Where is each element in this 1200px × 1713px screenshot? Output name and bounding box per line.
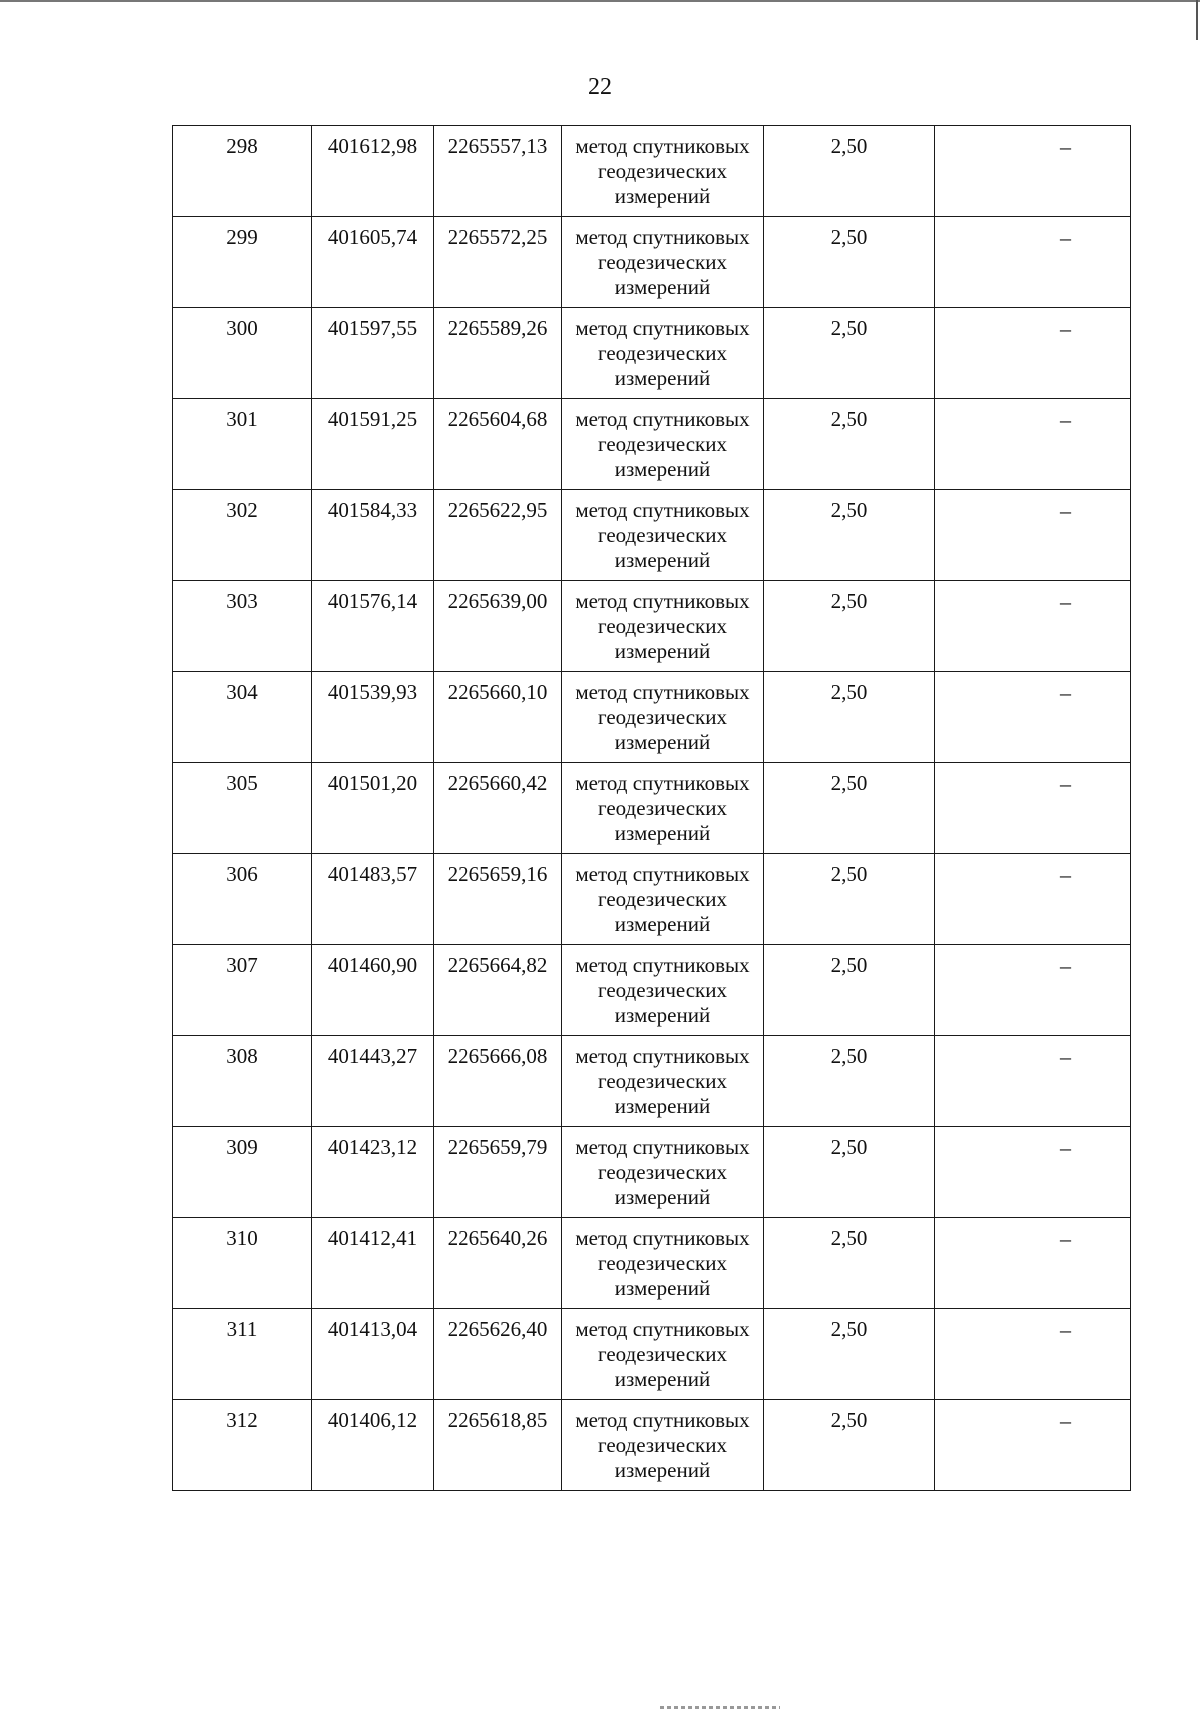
point-number-cell: 308 (173, 1036, 312, 1127)
table-row (173, 763, 1131, 854)
point-number-cell: 305 (173, 763, 312, 854)
x-coordinate-cell: 401539,93 (312, 672, 434, 763)
table-row (173, 945, 1131, 1036)
note-cell: – (935, 308, 1131, 399)
table-row (173, 672, 1131, 763)
x-coordinate-cell: 401413,04 (312, 1309, 434, 1400)
x-coordinate-cell: 401406,12 (312, 1400, 434, 1491)
method-cell: метод спутниковых геодезических измерений (562, 308, 764, 399)
table-row (173, 1400, 1131, 1491)
table-row (173, 217, 1131, 308)
x-coordinate-cell: 401597,55 (312, 308, 434, 399)
x-coordinate-cell: 401443,27 (312, 1036, 434, 1127)
method-cell: метод спутниковых геодезических измерений (562, 763, 764, 854)
table-body (173, 126, 1131, 1491)
note-cell: – (935, 1400, 1131, 1491)
y-coordinate-cell: 2265660,42 (434, 763, 562, 854)
method-cell: метод спутниковых геодезических измерений (562, 581, 764, 672)
point-number-cell: 312 (173, 1400, 312, 1491)
point-number-cell: 304 (173, 672, 312, 763)
note-cell: – (935, 1218, 1131, 1309)
note-cell: – (935, 1309, 1131, 1400)
y-coordinate-cell: 2265666,08 (434, 1036, 562, 1127)
method-cell: метод спутниковых геодезических измерений (562, 490, 764, 581)
point-number-cell: 309 (173, 1127, 312, 1218)
accuracy-cell: 2,50 (764, 581, 935, 672)
accuracy-cell: 2,50 (764, 1400, 935, 1491)
method-cell: метод спутниковых геодезических измерений (562, 1400, 764, 1491)
note-cell: – (935, 672, 1131, 763)
note-cell: – (935, 581, 1131, 672)
y-coordinate-cell: 2265589,26 (434, 308, 562, 399)
table-row (173, 490, 1131, 581)
accuracy-cell: 2,50 (764, 217, 935, 308)
method-cell: метод спутниковых геодезических измерений (562, 1127, 764, 1218)
scan-edge-right (1196, 0, 1198, 40)
y-coordinate-cell: 2265659,79 (434, 1127, 562, 1218)
method-cell: метод спутниковых геодезических измерений (562, 854, 764, 945)
note-cell: – (935, 126, 1131, 217)
accuracy-cell: 2,50 (764, 1127, 935, 1218)
table-row (173, 581, 1131, 672)
accuracy-cell: 2,50 (764, 945, 935, 1036)
y-coordinate-cell: 2265660,10 (434, 672, 562, 763)
y-coordinate-cell: 2265557,13 (434, 126, 562, 217)
x-coordinate-cell: 401612,98 (312, 126, 434, 217)
accuracy-cell: 2,50 (764, 1218, 935, 1309)
y-coordinate-cell: 2265572,25 (434, 217, 562, 308)
point-number-cell: 301 (173, 399, 312, 490)
point-number-cell: 300 (173, 308, 312, 399)
x-coordinate-cell: 401501,20 (312, 763, 434, 854)
y-coordinate-cell: 2265664,82 (434, 945, 562, 1036)
accuracy-cell: 2,50 (764, 1036, 935, 1127)
accuracy-cell: 2,50 (764, 490, 935, 581)
accuracy-cell: 2,50 (764, 126, 935, 217)
accuracy-cell: 2,50 (764, 763, 935, 854)
note-cell: – (935, 763, 1131, 854)
y-coordinate-cell: 2265639,00 (434, 581, 562, 672)
point-number-cell: 311 (173, 1309, 312, 1400)
method-cell: метод спутниковых геодезических измерений (562, 399, 764, 490)
point-number-cell: 307 (173, 945, 312, 1036)
x-coordinate-cell: 401483,57 (312, 854, 434, 945)
y-coordinate-cell: 2265604,68 (434, 399, 562, 490)
note-cell: – (935, 217, 1131, 308)
coordinates-table (172, 125, 1131, 1491)
y-coordinate-cell: 2265659,16 (434, 854, 562, 945)
method-cell: метод спутниковых геодезических измерений (562, 1218, 764, 1309)
point-number-cell: 306 (173, 854, 312, 945)
x-coordinate-cell: 401460,90 (312, 945, 434, 1036)
y-coordinate-cell: 2265622,95 (434, 490, 562, 581)
accuracy-cell: 2,50 (764, 672, 935, 763)
point-number-cell: 310 (173, 1218, 312, 1309)
point-number-cell: 298 (173, 126, 312, 217)
table-row (173, 854, 1131, 945)
x-coordinate-cell: 401423,12 (312, 1127, 434, 1218)
table-row (173, 308, 1131, 399)
note-cell: – (935, 945, 1131, 1036)
note-cell: – (935, 854, 1131, 945)
method-cell: метод спутниковых геодезических измерений (562, 1036, 764, 1127)
table-row (173, 1218, 1131, 1309)
x-coordinate-cell: 401576,14 (312, 581, 434, 672)
table-row (173, 1127, 1131, 1218)
x-coordinate-cell: 401412,41 (312, 1218, 434, 1309)
table-row (173, 1309, 1131, 1400)
page-number: 22 (588, 74, 612, 100)
x-coordinate-cell: 401605,74 (312, 217, 434, 308)
method-cell: метод спутниковых геодезических измерений (562, 672, 764, 763)
x-coordinate-cell: 401584,33 (312, 490, 434, 581)
note-cell: – (935, 490, 1131, 581)
accuracy-cell: 2,50 (764, 1309, 935, 1400)
note-cell: – (935, 399, 1131, 490)
scan-mark-bottom (660, 1706, 780, 1709)
scan-edge-top (0, 0, 1200, 2)
point-number-cell: 299 (173, 217, 312, 308)
point-number-cell: 303 (173, 581, 312, 672)
method-cell: метод спутниковых геодезических измерений (562, 1309, 764, 1400)
point-number-cell: 302 (173, 490, 312, 581)
note-cell: – (935, 1127, 1131, 1218)
note-cell: – (935, 1036, 1131, 1127)
accuracy-cell: 2,50 (764, 399, 935, 490)
table-row (173, 399, 1131, 490)
table-row (173, 126, 1131, 217)
method-cell: метод спутниковых геодезических измерений (562, 945, 764, 1036)
accuracy-cell: 2,50 (764, 854, 935, 945)
y-coordinate-cell: 2265640,26 (434, 1218, 562, 1309)
accuracy-cell: 2,50 (764, 308, 935, 399)
method-cell: метод спутниковых геодезических измерений (562, 126, 764, 217)
x-coordinate-cell: 401591,25 (312, 399, 434, 490)
y-coordinate-cell: 2265626,40 (434, 1309, 562, 1400)
y-coordinate-cell: 2265618,85 (434, 1400, 562, 1491)
table-row (173, 1036, 1131, 1127)
method-cell: метод спутниковых геодезических измерений (562, 217, 764, 308)
